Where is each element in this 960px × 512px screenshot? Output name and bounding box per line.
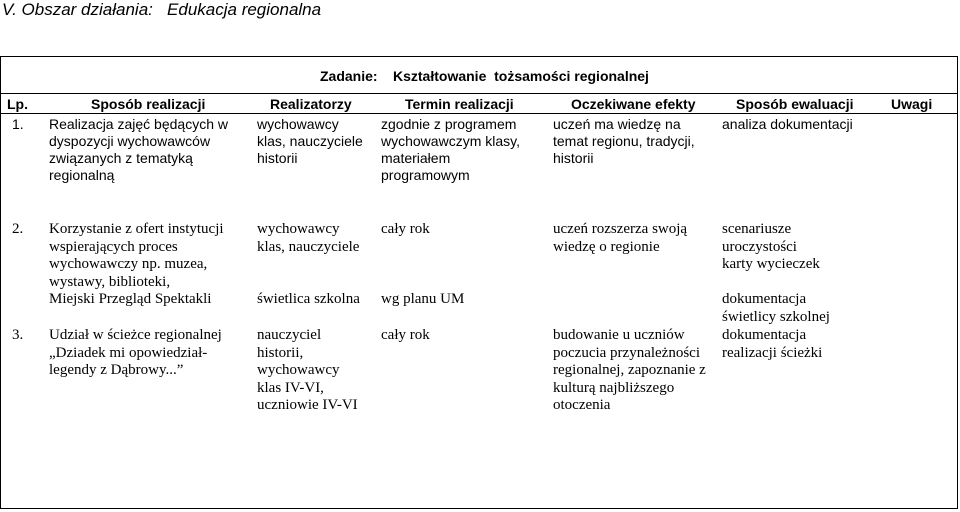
- row2-lp: 2.: [12, 221, 24, 237]
- row2-realizatorzy-a: wychowawcy klas, nauczyciele: [257, 221, 360, 255]
- row3-termin: cały rok: [381, 327, 430, 343]
- row2-ewaluacja-a: scenariusze uroczystości karty wycieczek: [722, 221, 820, 272]
- row3-realizatorzy: nauczyciel historii, wychowawcy klas IV-VI, uczniowie IV-VI: [257, 327, 358, 413]
- header-sposob-realizacji: Sposób realizacji: [91, 96, 206, 112]
- table-left-border: [0, 56, 1, 509]
- row3-ewaluacja: dokumentacja realizacji ścieżki: [722, 327, 823, 361]
- row1-lp: 1.: [12, 116, 24, 132]
- header-uwagi: Uwagi: [891, 96, 933, 112]
- row2-realizatorzy-b: świetlica szkolna: [257, 291, 360, 307]
- row2-ewaluacja-b: dokumentacja świetlicy szkolnej: [722, 291, 830, 325]
- row3-sposob: Udział w ścieżce regionalnej „Dziadek mi opowiedział- legendy z Dąbrowy...”: [49, 327, 222, 378]
- task-label: Zadanie:: [320, 68, 378, 84]
- row3-lp: 3.: [12, 327, 24, 343]
- header-termin-realizacji: Termin realizacji: [405, 96, 514, 112]
- table-right-border: [957, 56, 958, 509]
- row2-efekty: uczeń rozszerza swoją wiedzę o regionie: [553, 221, 688, 255]
- row1-efekty: uczeń ma wiedzę na temat regionu, tradycji, historii: [553, 116, 695, 166]
- header-row-bottom-border: [0, 113, 958, 114]
- task-value: Kształtowanie tożsamości regionalnej: [393, 68, 649, 84]
- header-realizatorzy: Realizatorzy: [270, 96, 352, 112]
- row1-sposob: Realizacja zajęć będących w dyspozycji wychowawców związanych z tematyką regionalną: [49, 116, 228, 183]
- row3-efekty: budowanie u uczniów poczucia przynależności regionalnej, zapoznanie z kulturą najbliższego otoczenia: [553, 327, 706, 413]
- row1-termin: zgodnie z programem wychowawczym klasy, materiałem programowym: [381, 116, 520, 183]
- header-lp: Lp.: [7, 96, 28, 112]
- row2-termin-b: wg planu UM: [381, 291, 465, 307]
- header-sposob-ewaluacji: Sposób ewaluacji: [736, 96, 854, 112]
- table-top-border: [0, 56, 958, 57]
- row1-realizatorzy: wychowawcy klas, nauczyciele historii: [257, 116, 363, 166]
- row2-termin-a: cały rok: [381, 221, 430, 237]
- table-bottom-border: [0, 508, 958, 509]
- row1-ewaluacja: analiza dokumentacji: [722, 116, 853, 132]
- row2-sposob: Korzystanie z ofert instytucji wspierających proces wychowawczy np. muzea, wystawy, biblioteki, Miejski Przegląd Spektakli: [49, 221, 224, 307]
- header-oczekiwane-efekty: Oczekiwane efekty: [571, 96, 696, 112]
- task-row-bottom-border: [0, 93, 958, 94]
- section-title: V. Obszar działania: Edukacja regionalna: [2, 0, 322, 19]
